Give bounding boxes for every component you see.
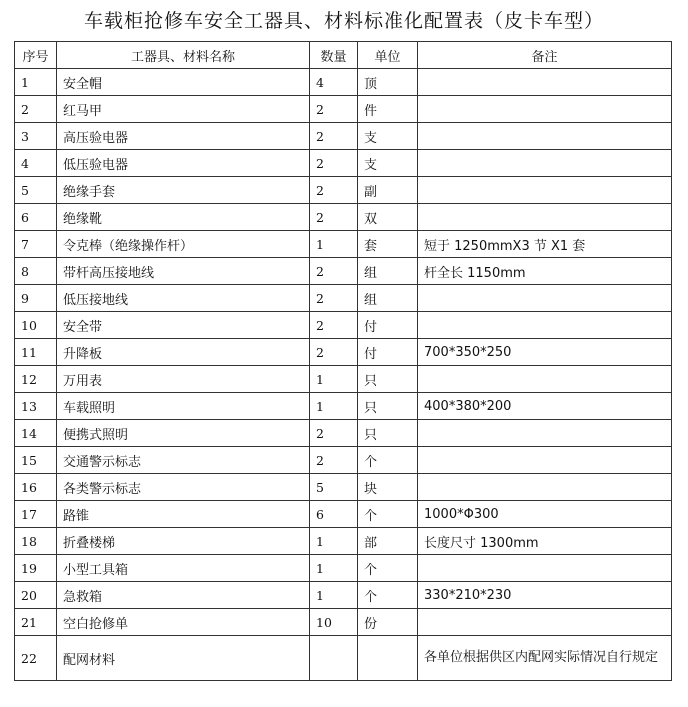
table-row — [15, 312, 672, 339]
table-row — [15, 96, 672, 123]
row-index: 2 — [15, 96, 57, 123]
row-name: 绝缘手套 — [57, 177, 310, 204]
header-remark: 备注 — [418, 42, 672, 69]
row-name: 小型工具箱 — [57, 555, 310, 582]
row-name: 低压接地线 — [57, 285, 310, 312]
row-name: 路锥 — [57, 501, 310, 528]
table-row — [15, 69, 672, 96]
row-unit: 套 — [358, 231, 418, 258]
row-remark — [418, 204, 672, 231]
row-index: 3 — [15, 123, 57, 150]
row-qty: 6 — [310, 501, 358, 528]
row-unit: 只 — [358, 393, 418, 420]
page-title: 车载柜抢修车安全工器具、材料标准化配置表（皮卡车型） — [83, 10, 604, 32]
table-row — [15, 393, 672, 420]
row-qty: 2 — [310, 420, 358, 447]
row-qty: 4 — [310, 69, 358, 96]
row-remark: 400*380*200 — [418, 393, 672, 420]
row-qty: 2 — [310, 447, 358, 474]
row-qty: 1 — [310, 555, 358, 582]
row-name: 高压验电器 — [57, 123, 310, 150]
row-index: 1 — [15, 69, 57, 96]
table-row — [15, 258, 672, 285]
table-row — [15, 609, 672, 636]
row-name: 绝缘靴 — [57, 204, 310, 231]
row-name: 令克棒（绝缘操作杆） — [57, 231, 310, 258]
row-name: 空白抢修单 — [57, 609, 310, 636]
table-row — [15, 123, 672, 150]
row-name: 车载照明 — [57, 393, 310, 420]
table-header-row — [15, 42, 672, 69]
row-unit: 付 — [358, 339, 418, 366]
row-index: 7 — [15, 231, 57, 258]
row-qty: 2 — [310, 177, 358, 204]
row-index: 13 — [15, 393, 57, 420]
row-name: 折叠楼梯 — [57, 528, 310, 555]
row-unit: 个 — [358, 582, 418, 609]
row-remark — [418, 474, 672, 501]
row-index: 15 — [15, 447, 57, 474]
header-name: 工器具、材料名称 — [57, 42, 310, 69]
row-remark — [418, 177, 672, 204]
row-name: 红马甲 — [57, 96, 310, 123]
row-remark: 长度尺寸 1300mm — [418, 528, 672, 555]
row-remark — [418, 366, 672, 393]
row-index: 21 — [15, 609, 57, 636]
row-remark — [418, 69, 672, 96]
row-index: 5 — [15, 177, 57, 204]
row-qty: 10 — [310, 609, 358, 636]
row-qty: 1 — [310, 231, 358, 258]
row-index: 4 — [15, 150, 57, 177]
row-unit: 个 — [358, 501, 418, 528]
row-index: 11 — [15, 339, 57, 366]
table-row — [15, 582, 672, 609]
row-index: 12 — [15, 366, 57, 393]
table-row — [15, 528, 672, 555]
table-row — [15, 150, 672, 177]
row-qty: 2 — [310, 339, 358, 366]
row-qty: 5 — [310, 474, 358, 501]
row-remark — [418, 555, 672, 582]
row-qty: 2 — [310, 96, 358, 123]
row-unit: 只 — [358, 420, 418, 447]
row-name: 低压验电器 — [57, 150, 310, 177]
row-index: 9 — [15, 285, 57, 312]
row-index: 19 — [15, 555, 57, 582]
header-qty: 数量 — [310, 42, 358, 69]
row-name: 配网材料 — [57, 636, 310, 681]
row-remark — [418, 285, 672, 312]
table-row — [15, 636, 672, 681]
row-remark — [418, 312, 672, 339]
row-remark — [418, 96, 672, 123]
row-qty: 2 — [310, 258, 358, 285]
row-unit: 部 — [358, 528, 418, 555]
row-remark — [418, 447, 672, 474]
row-unit: 份 — [358, 609, 418, 636]
row-remark: 700*350*250 — [418, 339, 672, 366]
row-qty: 1 — [310, 528, 358, 555]
row-unit: 付 — [358, 312, 418, 339]
row-qty: 1 — [310, 366, 358, 393]
row-qty: 2 — [310, 204, 358, 231]
row-unit: 件 — [358, 96, 418, 123]
row-name: 交通警示标志 — [57, 447, 310, 474]
row-name: 急救箱 — [57, 582, 310, 609]
row-unit: 组 — [358, 258, 418, 285]
row-name: 便携式照明 — [57, 420, 310, 447]
table-row — [15, 447, 672, 474]
row-unit — [358, 636, 418, 681]
table-row — [15, 555, 672, 582]
row-name: 万用表 — [57, 366, 310, 393]
row-unit: 组 — [358, 285, 418, 312]
header-unit: 单位 — [358, 42, 418, 69]
row-remark: 1000*Φ300 — [418, 501, 672, 528]
row-index: 8 — [15, 258, 57, 285]
row-remark — [418, 609, 672, 636]
row-index: 22 — [15, 636, 57, 681]
row-unit: 双 — [358, 204, 418, 231]
row-remark: 杆全长 1150mm — [418, 258, 672, 285]
row-name: 安全帽 — [57, 69, 310, 96]
header-index: 序号 — [15, 42, 57, 69]
row-unit: 支 — [358, 150, 418, 177]
row-qty: 2 — [310, 150, 358, 177]
row-qty — [310, 636, 358, 681]
table-row — [15, 231, 672, 258]
table-row — [15, 285, 672, 312]
row-index: 17 — [15, 501, 57, 528]
table-row — [15, 339, 672, 366]
table-row — [15, 501, 672, 528]
row-remark: 各单位根据供区内配网实际情况自行规定 — [418, 636, 672, 681]
row-qty: 2 — [310, 312, 358, 339]
row-unit: 顶 — [358, 69, 418, 96]
row-index: 10 — [15, 312, 57, 339]
row-unit: 支 — [358, 123, 418, 150]
row-remark — [418, 123, 672, 150]
row-name: 安全带 — [57, 312, 310, 339]
row-unit: 块 — [358, 474, 418, 501]
table-row — [15, 420, 672, 447]
table-row — [15, 366, 672, 393]
row-index: 16 — [15, 474, 57, 501]
row-remark: 短于 1250mmX3 节 X1 套 — [418, 231, 672, 258]
row-index: 20 — [15, 582, 57, 609]
row-index: 18 — [15, 528, 57, 555]
row-qty: 1 — [310, 582, 358, 609]
row-remark — [418, 420, 672, 447]
table-row — [15, 204, 672, 231]
config-table — [14, 41, 672, 681]
row-unit: 只 — [358, 366, 418, 393]
row-qty: 2 — [310, 285, 358, 312]
row-unit: 个 — [358, 447, 418, 474]
row-unit: 个 — [358, 555, 418, 582]
row-index: 14 — [15, 420, 57, 447]
row-remark — [418, 150, 672, 177]
row-remark: 330*210*230 — [418, 582, 672, 609]
row-name: 升降板 — [57, 339, 310, 366]
row-name: 带杆高压接地线 — [57, 258, 310, 285]
row-unit: 副 — [358, 177, 418, 204]
row-qty: 2 — [310, 123, 358, 150]
table-row — [15, 474, 672, 501]
row-index: 6 — [15, 204, 57, 231]
row-name: 各类警示标志 — [57, 474, 310, 501]
table-body — [15, 69, 672, 681]
table-row — [15, 177, 672, 204]
row-qty: 1 — [310, 393, 358, 420]
